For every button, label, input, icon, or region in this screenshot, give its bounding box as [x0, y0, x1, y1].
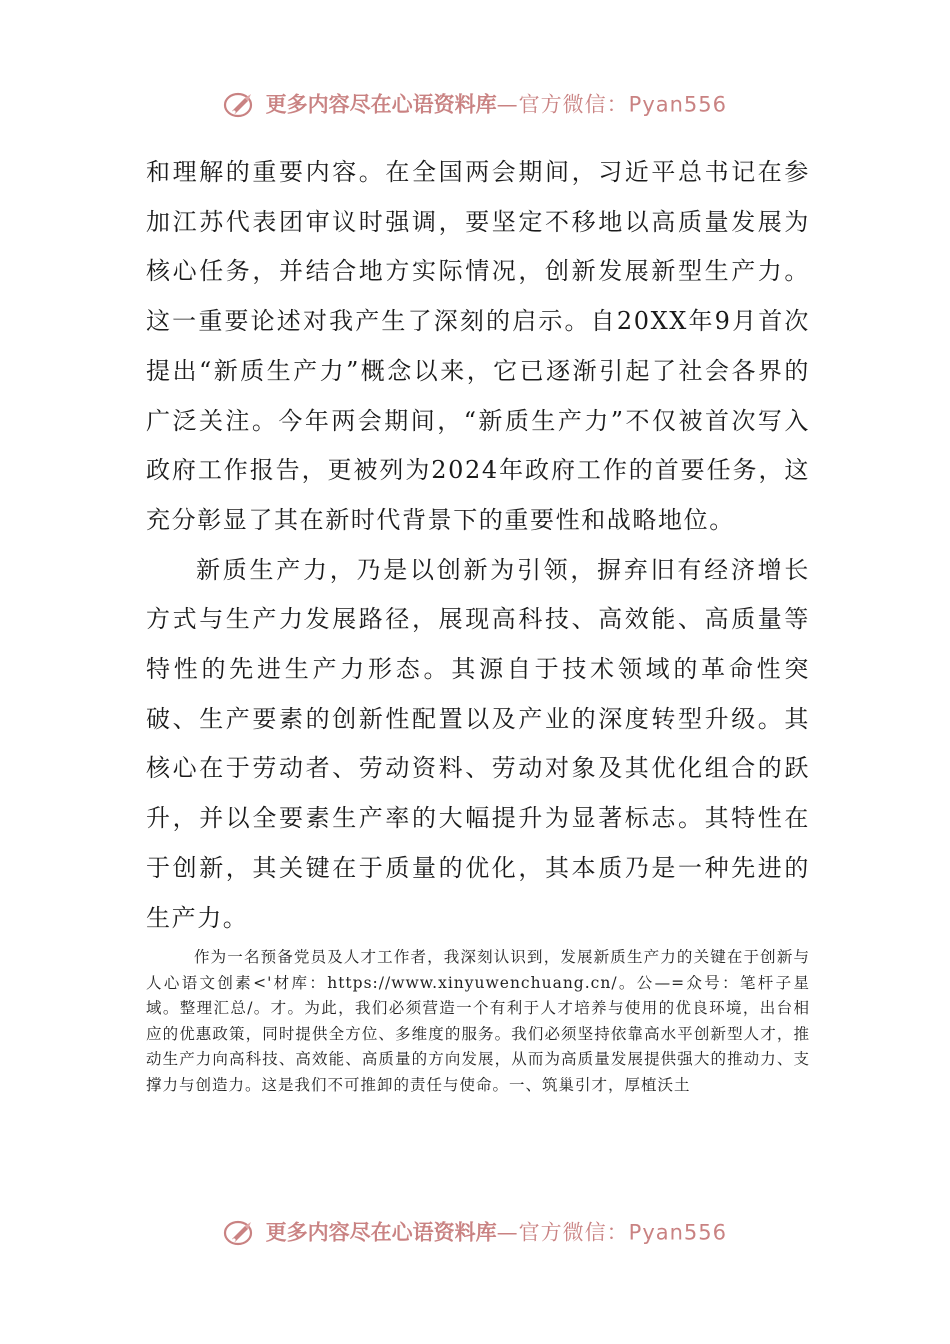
article-small-paragraph: 作为一名预备党员及人才工作者，我深刻认识到，发展新质生产力的关键在于创新与人心语文创素<'材库：https://www.xinyuwenchuang.cn/。公—=众号：笔杆子星域。整理汇总/。才。为此，我们必须营造一个有利于人才培养与使用的优良环境，出台相应的优惠政策，同时提供全方位、多维度的服务。我们必须坚持依靠高水平创新型人才，推动生产力向高科技、高效能、高质量的方向发展，从而为高质量发展提供强大的推动力、支撑力与创造力。这是我们不可推卸的责任与使命。一、筑巢引才，厚植沃土 — [146, 948, 810, 1094]
header-banner — [0, 89, 950, 119]
footer-brand-text: 更多内容尽在心语资料库 — [265, 1219, 497, 1245]
header-brand-text: 更多内容尽在心语资料库 — [265, 91, 497, 117]
footer-banner — [0, 1217, 950, 1247]
pen-nib-logo-icon — [223, 91, 257, 119]
pen-nib-logo-icon — [223, 1219, 257, 1247]
footer-official-wechat: —官方微信：Pyan556 — [496, 1220, 728, 1245]
article-body — [146, 148, 810, 943]
header-official-wechat: —官方微信：Pyan556 — [496, 92, 728, 117]
article-paragraph-1: 和理解的重要内容。在全国两会期间，习近平总书记在参加江苏代表团审议时强调，要坚定不移地以高质量发展为核心任务，并结合地方实际情况，创新发展新型生产力。这一重要论述对我产生了深刻的启示。自20XX年9月首次提出“新质生产力”概念以来，它已逐渐引起了社会各界的广泛关注。今年两会期间，“新质生产力”不仅被首次写入政府工作报告，更被列为2024年政府工作的首要任务，这充分彰显了其在新时代背景下的重要性和战略地位。 — [146, 158, 810, 534]
article-paragraph-2: 新质生产力，乃是以创新为引领，摒弃旧有经济增长方式与生产力发展路径，展现高科技、高效能、高质量等特性的先进生产力形态。其源自于技术领域的革命性突破、生产要素的创新性配置以及产业的深度转型升级。其核心在于劳动者、劳动资料、劳动对象及其优化组合的跃升，并以全要素生产率的大幅提升为显著标志。其特性在于创新，其关键在于质量的优化，其本质乃是一种先进的生产力。 — [146, 555, 810, 932]
